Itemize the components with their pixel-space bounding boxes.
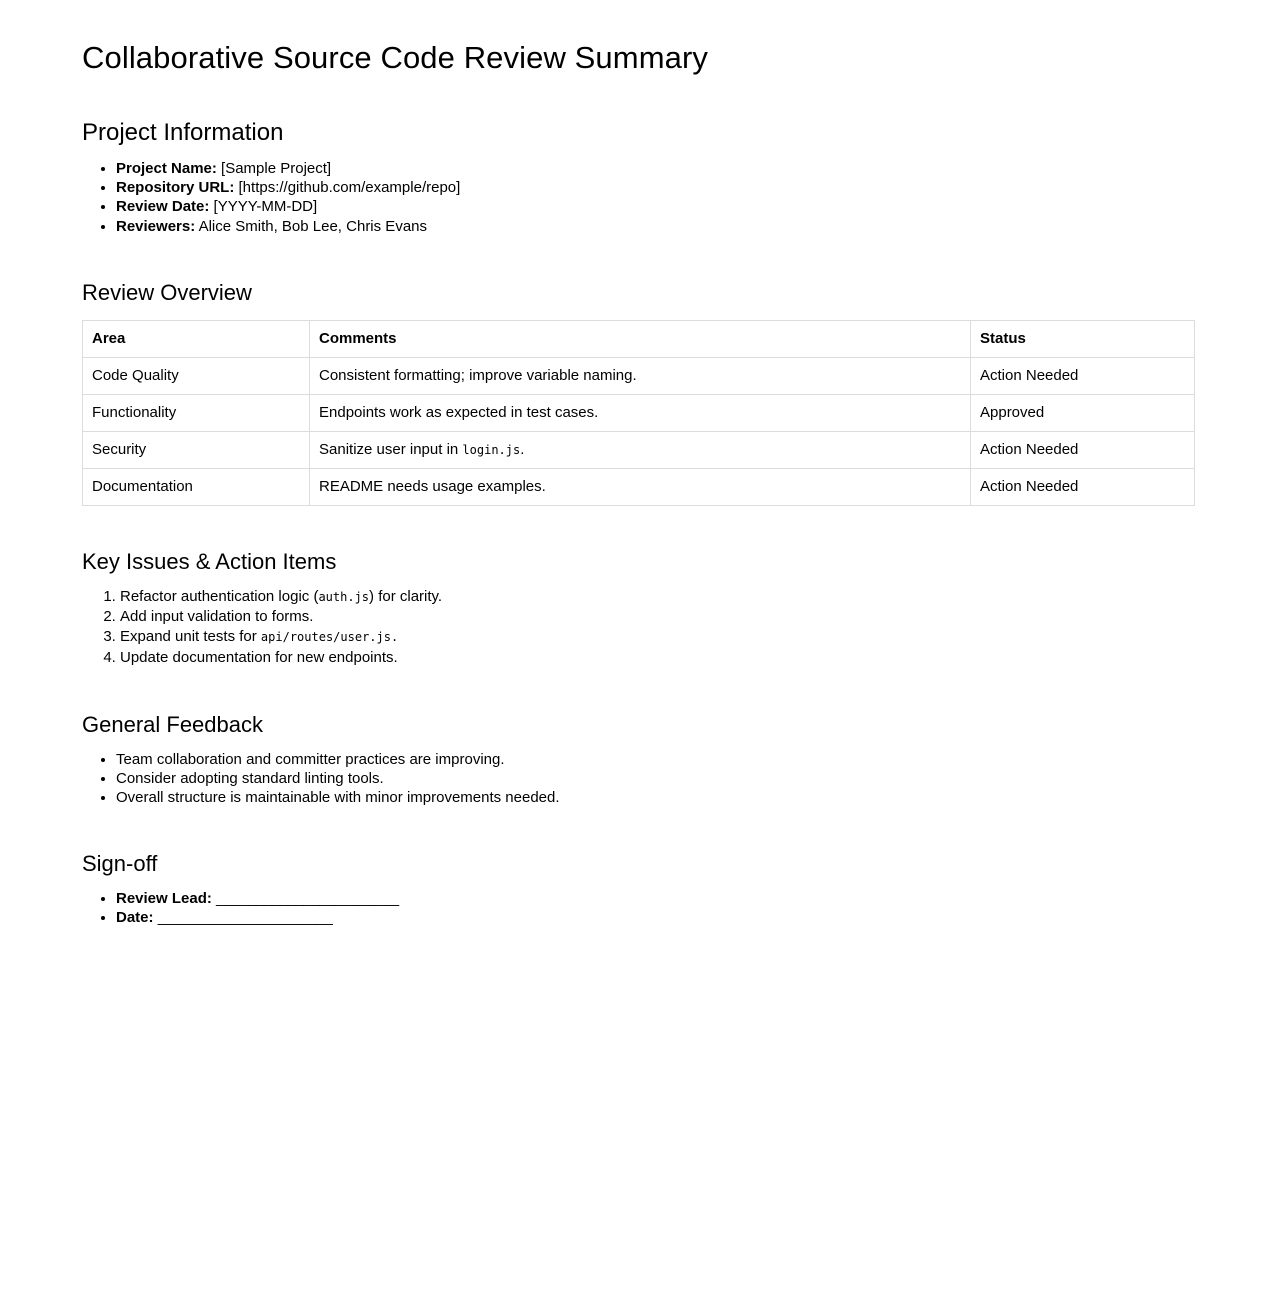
list-item (116, 198, 1198, 217)
list-item-text: Update documentation for new endpoints. (120, 648, 398, 666)
section-heading-sign-off: Sign-off (82, 851, 158, 877)
table-row (83, 358, 1195, 395)
cell-status: Action Needed (971, 469, 1195, 506)
list-item-label: Repository URL: (116, 178, 235, 196)
list-item (116, 890, 1198, 909)
cell-comments (310, 432, 971, 469)
list-item (120, 649, 1198, 669)
column-header-area: Area (83, 321, 310, 358)
cell-comments (310, 469, 971, 506)
list-item-code: auth.js (318, 589, 370, 604)
cell-status: Action Needed (971, 432, 1195, 469)
list-item (116, 179, 1198, 198)
review-overview-table (82, 320, 1195, 506)
cell-area: Code Quality (83, 358, 310, 395)
list-item (116, 909, 1198, 928)
section-heading-project-information: Project Information (82, 118, 284, 146)
cell-comments (310, 395, 971, 432)
sign-off-label: Review Lead: (116, 889, 212, 907)
list-item (116, 218, 1198, 237)
list-item (120, 608, 1198, 628)
list-item (120, 588, 1198, 608)
cell-comment-tail: . (520, 441, 525, 459)
cell-comments (310, 358, 971, 395)
list-item-text: Add input validation to forms. (120, 608, 314, 626)
list-item-label: Project Name: (116, 159, 217, 177)
general-feedback-list (82, 751, 1198, 809)
cell-comment-text: README needs usage examples. (319, 478, 546, 496)
cell-comment-code: login.js (462, 443, 521, 458)
cell-status: Approved (971, 395, 1195, 432)
cell-area: Security (83, 432, 310, 469)
list-item-code: api/routes/user.js. (260, 630, 399, 645)
cell-status: Action Needed (971, 358, 1195, 395)
list-item-text: Refactor authentication logic ( (120, 587, 319, 605)
list-item-value: [Sample Project] (221, 159, 332, 177)
sign-off-list (82, 890, 1198, 929)
signature-line: ______________________ (157, 909, 333, 927)
signature-line: _______________________ (216, 889, 399, 907)
list-item-value: [https://github.com/example/repo] (238, 178, 461, 196)
cell-comment-text: Sanitize user input in (319, 441, 463, 459)
page-title: Collaborative Source Code Review Summary (82, 40, 708, 75)
column-header-status: Status (971, 321, 1195, 358)
project-information-list (82, 160, 1198, 237)
list-item-value: [YYYY-MM-DD] (213, 198, 318, 216)
list-item (116, 160, 1198, 179)
column-header-comments: Comments (310, 321, 971, 358)
table-row (83, 395, 1195, 432)
list-item-label: Reviewers: (116, 217, 196, 235)
cell-area: Functionality (83, 395, 310, 432)
table-row (83, 469, 1195, 506)
list-item: • Overall structure is maintainable with minor improvements needed. (116, 789, 1198, 808)
cell-comment-text: Consistent formatting; improve variable naming. (319, 367, 637, 385)
list-item: • Consider adopting standard linting tools. (116, 770, 1198, 789)
section-heading-key-issues: Key Issues & Action Items (82, 549, 337, 575)
table-header-row (83, 321, 1195, 358)
table-body (83, 358, 1195, 506)
table-row (83, 432, 1195, 469)
list-item-tail: ) for clarity. (369, 587, 443, 605)
sign-off-label: Date: (116, 909, 154, 927)
list-item-text: Expand unit tests for (120, 628, 261, 646)
list-item-label: Review Date: (116, 198, 210, 216)
table-header (83, 321, 1195, 358)
list-item: • Team collaboration and committer practices are improving. (116, 751, 1198, 770)
key-issues-list (82, 588, 1198, 669)
cell-area: Documentation (83, 469, 310, 506)
list-item-value: Alice Smith, Bob Lee, Chris Evans (198, 217, 427, 235)
section-heading-review-overview: Review Overview (82, 279, 252, 305)
section-heading-general-feedback: General Feedback (82, 712, 263, 738)
list-item (120, 628, 1198, 648)
cell-comment-text: Endpoints work as expected in test cases. (319, 404, 599, 422)
